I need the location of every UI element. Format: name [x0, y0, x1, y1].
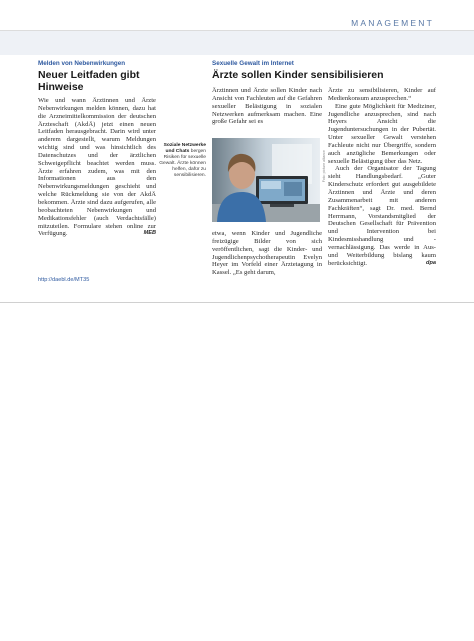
right-author: dpa: [426, 259, 436, 266]
caption-rest: bergen Risiken für sexuelle Gewalt. Ärzte können helfen, dafür zu sensibilisieren.: [159, 149, 206, 179]
section-label: MANAGEMENT: [351, 18, 434, 28]
photo-caption: [157, 143, 206, 180]
photo-illustration: [212, 138, 320, 222]
right-col2: [328, 87, 436, 287]
right-col2-p2: Eine gute Möglichkeit für Mediziner, Jugendliche anzusprechen, sind nach Heyers Ansicht die Jugenduntersuchungen in der Pubertät. Unter sexueller Gewalt verstehen Fachleute nicht nur Übergriffe, sondern auch anzügliche Bemerkungen oder sexuelle Belästigung über das Netz.: [328, 102, 436, 165]
left-headline: Neuer Leitfaden gibt Hinweise: [38, 69, 140, 93]
bottom-rule: [0, 302, 474, 303]
left-body: [38, 97, 156, 238]
right-col1-bottom: [212, 230, 322, 280]
right-col2-p3-text: Auch der Organisator der Tagung sieht Handlungsbedarf. „Guter Kinderschutz erfordert gut ausgebildete Ärztinnen und Ärzte und deren Zusammenarbeit mit anderen Fachkräften“, sagt Dr. med. Bernd Herrmann, Vorstandsmitglied der Deutschen Gesellschaft für Prävention und Intervention bei Kindesmisshandlung und -vernachlässigung. Das werde in Aus- und Weiterbildung bislang kaum berücksichtigt.: [328, 165, 436, 267]
left-kicker: Melden von Nebenwirkungen: [38, 60, 126, 67]
right-headline: Ärzte sollen Kinder sensibilisieren: [212, 69, 384, 81]
right-col2-p3: [328, 165, 436, 267]
left-body-text: Wie und wann Ärztinnen und Ärzte Nebenwirkungen melden können, dazu hat die Arzneimittelkommission der deutschen Ärzteschaft (AkdÄ) jetzt einen neuen Leitfaden herausgebracht. Darin wird unter anderem dargestellt, warum Meldungen wichtig sind und was hinsichtlich des Datenschutzes und der ärztlichen Schweigepflicht beachtet werden muss. Ärzte erfahren zudem, was mit den Informationen aus den Nebenwirkungsmeldungen geschieht und welche Rückmeldung sie von der AkdÄ bekommen. Ärzte sind dazu aufgerufen, alle beobachteten Nebenwirkungen und Medikationsfehler (auch Verdachtsfälle) mitzuteilen. Formulare stehen online zur Verfügung.: [38, 97, 156, 238]
right-col2-p1: Ärzte zu sensibilisieren, Kinder auf Medienkonsum anzusprechen.“: [328, 87, 436, 102]
right-col1-bottom-text: etwa, wenn Kinder und Jugendliche freizügige Bilder von sich veröffentlichen, sagt die Kinder- und Jugendlichenpsychotherapeutin Evelyn Heyer im Vorfeld einer Ärztetagung in Kassel. „Es geht darum,: [212, 230, 322, 277]
header-band: [0, 31, 474, 55]
left-link[interactable]: http://daebl.de/MT35: [38, 277, 90, 283]
caption-bold: Soziale Netzwerke und Chats: [163, 143, 206, 155]
left-body-column: [38, 97, 156, 275]
photo-credit: Foto: picture alliance: [322, 150, 326, 183]
right-kicker: Sexuelle Gewalt im Internet: [212, 60, 294, 67]
right-col1-top-text: Ärztinnen und Ärzte sollen Kinder nach Ansicht von Fachleuten auf die Gefahren sexueller Belästigung in sozialen Netzwerken aufmerksam machen. Eine große Gefahr sei es: [212, 87, 322, 126]
right-col1-top: [212, 87, 322, 135]
article-photo: [212, 138, 320, 222]
left-author: MEB: [143, 230, 156, 237]
